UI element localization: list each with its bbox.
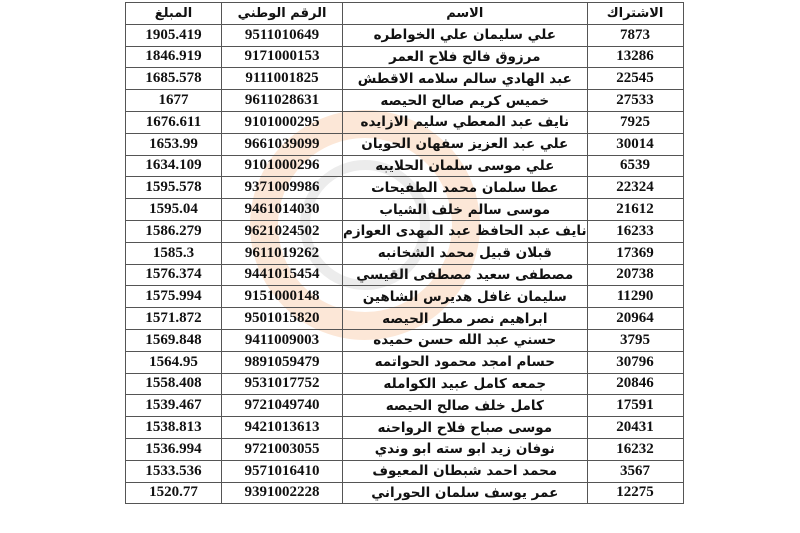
national-id-cell: 9461014030 bbox=[222, 199, 343, 221]
subscription-cell: 22324 bbox=[587, 177, 683, 199]
name-cell: علي موسى سلمان الحلايبه bbox=[343, 155, 588, 177]
name-cell: علي سليمان علي الخواطره bbox=[343, 24, 588, 46]
table-row bbox=[126, 460, 684, 482]
name-cell: نوفان زيد ابو سته ابو وندي bbox=[343, 438, 588, 460]
table-row bbox=[126, 24, 684, 46]
amount-cell: 1595.04 bbox=[126, 199, 222, 221]
subscription-cell: 20431 bbox=[587, 417, 683, 439]
national-id-cell: 9101000295 bbox=[222, 111, 343, 133]
name-cell: خميس كريم صالح الحيصه bbox=[343, 90, 588, 112]
national-id-cell: 9111001825 bbox=[222, 68, 343, 90]
national-id-cell: 9151000148 bbox=[222, 286, 343, 308]
amount-cell: 1539.467 bbox=[126, 395, 222, 417]
national-id-cell: 9441015454 bbox=[222, 264, 343, 286]
table-row bbox=[126, 199, 684, 221]
national-id-cell: 9101000296 bbox=[222, 155, 343, 177]
amount-cell: 1634.109 bbox=[126, 155, 222, 177]
name-cell: مصطفى سعيد مصطفى القيسي bbox=[343, 264, 588, 286]
national-id-cell: 9501015820 bbox=[222, 308, 343, 330]
subscription-cell: 7925 bbox=[587, 111, 683, 133]
subscription-cell: 3567 bbox=[587, 460, 683, 482]
national-id-cell: 9531017752 bbox=[222, 373, 343, 395]
table-row bbox=[126, 417, 684, 439]
national-id-cell: 9391002228 bbox=[222, 482, 343, 504]
table-row bbox=[126, 90, 684, 112]
name-cell: محمد احمد شبطان المعيوف bbox=[343, 460, 588, 482]
table-row bbox=[126, 111, 684, 133]
name-cell: موسى سالم خلف الشياب bbox=[343, 199, 588, 221]
amount-cell: 1564.95 bbox=[126, 351, 222, 373]
name-cell: حسني عبد الله حسن حميده bbox=[343, 329, 588, 351]
amount-cell: 1677 bbox=[126, 90, 222, 112]
subscription-cell: 16233 bbox=[587, 220, 683, 242]
national-id-cell: 9611019262 bbox=[222, 242, 343, 264]
national-id-cell: 9411009003 bbox=[222, 329, 343, 351]
name-cell: موسى صباح فلاح الرواحنه bbox=[343, 417, 588, 439]
header-national-id: الرقم الوطني bbox=[222, 3, 343, 25]
name-cell: جمعه كامل عبيد الكوامله bbox=[343, 373, 588, 395]
amount-cell: 1586.279 bbox=[126, 220, 222, 242]
amount-cell: 1676.611 bbox=[126, 111, 222, 133]
header-subscription: الاشتراك bbox=[587, 3, 683, 25]
subscription-cell: 22545 bbox=[587, 68, 683, 90]
national-id-cell: 9661039099 bbox=[222, 133, 343, 155]
table-row bbox=[126, 133, 684, 155]
national-id-cell: 9171000153 bbox=[222, 46, 343, 68]
subscription-cell: 13286 bbox=[587, 46, 683, 68]
amount-cell: 1595.578 bbox=[126, 177, 222, 199]
amount-cell: 1520.77 bbox=[126, 482, 222, 504]
subscription-cell: 12275 bbox=[587, 482, 683, 504]
table-row bbox=[126, 329, 684, 351]
table-row bbox=[126, 46, 684, 68]
name-cell: علي عبد العزيز سفهان الحويان bbox=[343, 133, 588, 155]
amount-cell: 1575.994 bbox=[126, 286, 222, 308]
table-row bbox=[126, 308, 684, 330]
amount-cell: 1585.3 bbox=[126, 242, 222, 264]
amount-cell: 1653.99 bbox=[126, 133, 222, 155]
table-row bbox=[126, 68, 684, 90]
amount-cell: 1685.578 bbox=[126, 68, 222, 90]
payments-table bbox=[125, 2, 684, 504]
table-row bbox=[126, 395, 684, 417]
amount-cell: 1558.408 bbox=[126, 373, 222, 395]
table-row bbox=[126, 373, 684, 395]
amount-cell: 1538.813 bbox=[126, 417, 222, 439]
amount-cell: 1536.994 bbox=[126, 438, 222, 460]
national-id-cell: 9721003055 bbox=[222, 438, 343, 460]
subscription-cell: 7873 bbox=[587, 24, 683, 46]
subscription-cell: 16232 bbox=[587, 438, 683, 460]
national-id-cell: 9891059479 bbox=[222, 351, 343, 373]
subscription-cell: 30014 bbox=[587, 133, 683, 155]
header-amount: المبلغ bbox=[126, 3, 222, 25]
amount-cell: 1905.419 bbox=[126, 24, 222, 46]
name-cell: عطا سلمان محمد الطفيحات bbox=[343, 177, 588, 199]
subscription-cell: 20964 bbox=[587, 308, 683, 330]
amount-cell: 1846.919 bbox=[126, 46, 222, 68]
national-id-cell: 9611028631 bbox=[222, 90, 343, 112]
subscription-cell: 21612 bbox=[587, 199, 683, 221]
subscription-cell: 27533 bbox=[587, 90, 683, 112]
subscription-cell: 17591 bbox=[587, 395, 683, 417]
table-row bbox=[126, 177, 684, 199]
subscription-cell: 17369 bbox=[587, 242, 683, 264]
table-header-row bbox=[126, 3, 684, 25]
name-cell: ابراهيم نصر مطر الحيصه bbox=[343, 308, 588, 330]
national-id-cell: 9421013613 bbox=[222, 417, 343, 439]
name-cell: نايف عبد المعطي سليم الازايده bbox=[343, 111, 588, 133]
name-cell: عمر يوسف سلمان الحوراني bbox=[343, 482, 588, 504]
subscription-cell: 20738 bbox=[587, 264, 683, 286]
subscription-cell: 11290 bbox=[587, 286, 683, 308]
national-id-cell: 9371009986 bbox=[222, 177, 343, 199]
table-row bbox=[126, 482, 684, 504]
name-cell: قبلان قبيل محمد الشخانبه bbox=[343, 242, 588, 264]
table-row bbox=[126, 155, 684, 177]
table-row bbox=[126, 351, 684, 373]
amount-cell: 1576.374 bbox=[126, 264, 222, 286]
name-cell: كامل خلف صالح الحيصه bbox=[343, 395, 588, 417]
subscription-cell: 30796 bbox=[587, 351, 683, 373]
table-row bbox=[126, 220, 684, 242]
table-row bbox=[126, 264, 684, 286]
name-cell: حسام امجد محمود الحواتمه bbox=[343, 351, 588, 373]
name-cell: سليمان غافل هديرس الشاهين bbox=[343, 286, 588, 308]
subscription-cell: 3795 bbox=[587, 329, 683, 351]
name-cell: عبد الهادي سالم سلامه الاقطش bbox=[343, 68, 588, 90]
table-row bbox=[126, 286, 684, 308]
national-id-cell: 9621024502 bbox=[222, 220, 343, 242]
subscription-cell: 20846 bbox=[587, 373, 683, 395]
table-row bbox=[126, 242, 684, 264]
name-cell: نايف عبد الحافظ عبد المهدى العوازم bbox=[343, 220, 588, 242]
header-name: الاسم bbox=[343, 3, 588, 25]
amount-cell: 1571.872 bbox=[126, 308, 222, 330]
national-id-cell: 9571016410 bbox=[222, 460, 343, 482]
national-id-cell: 9511010649 bbox=[222, 24, 343, 46]
table-row bbox=[126, 438, 684, 460]
national-id-cell: 9721049740 bbox=[222, 395, 343, 417]
subscription-cell: 6539 bbox=[587, 155, 683, 177]
amount-cell: 1569.848 bbox=[126, 329, 222, 351]
name-cell: مرزوق فالح فلاح العمر bbox=[343, 46, 588, 68]
amount-cell: 1533.536 bbox=[126, 460, 222, 482]
